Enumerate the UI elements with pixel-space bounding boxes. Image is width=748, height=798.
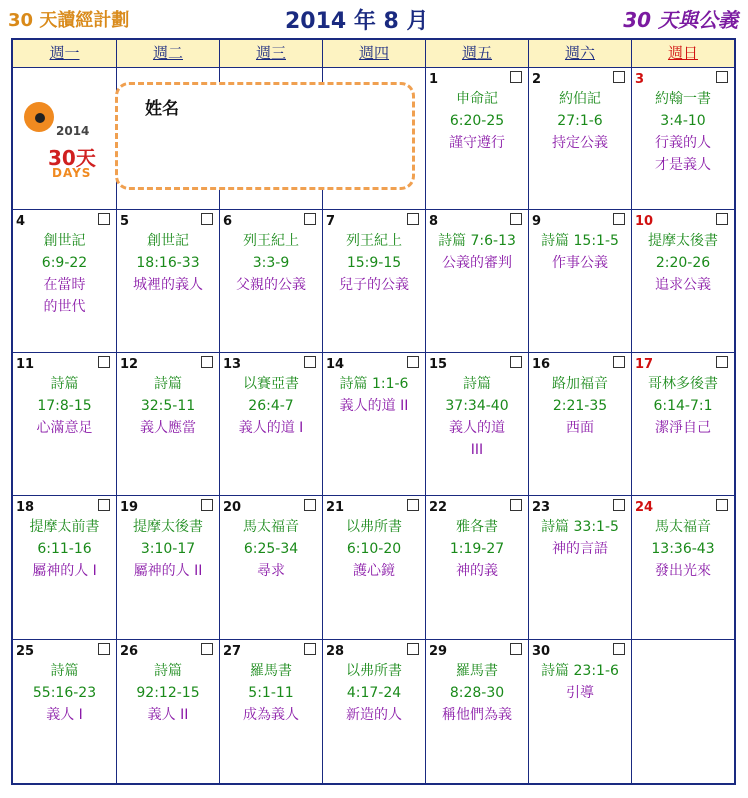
reading-theme: 西面 bbox=[566, 420, 594, 436]
reading-text bbox=[13, 230, 116, 318]
reading-theme: 父親的公義 bbox=[236, 277, 306, 293]
date-number: 19 bbox=[120, 500, 139, 515]
logo-days: DAYS bbox=[52, 166, 92, 180]
date-number: 6 bbox=[223, 214, 233, 229]
date-number: 28 bbox=[326, 644, 345, 659]
reading-theme: 屬神的人 II bbox=[133, 563, 203, 579]
reading-book: 路加福音 bbox=[552, 376, 608, 392]
reading-text bbox=[529, 516, 631, 560]
reading-text bbox=[426, 516, 528, 582]
reading-verse: 32:5-11 bbox=[140, 398, 196, 414]
weekday-5: 週五 bbox=[426, 40, 529, 67]
reading-theme: 兒子的公義 bbox=[339, 277, 409, 293]
date-number: 18 bbox=[16, 500, 35, 515]
reading-text bbox=[632, 516, 734, 582]
reading-verse: 15:9-15 bbox=[346, 255, 402, 271]
reading-book: 詩篇 bbox=[154, 663, 182, 679]
day-cell-25 bbox=[13, 640, 117, 783]
reading-theme: 神的言語 bbox=[552, 541, 608, 557]
reading-book: 詩篇 bbox=[154, 376, 182, 392]
done-checkbox[interactable] bbox=[613, 71, 625, 83]
reading-text bbox=[529, 660, 631, 704]
reading-book: 提摩太後書 bbox=[133, 519, 203, 535]
day-cell-2 bbox=[529, 68, 632, 210]
reading-verse: 6:10-20 bbox=[346, 541, 402, 557]
reading-theme: 義人 II bbox=[147, 707, 189, 723]
reading-theme: 成為義人 bbox=[243, 707, 299, 723]
reading-verse: 26:4-7 bbox=[248, 398, 294, 414]
reading-book: 詩篇 7:6-13 bbox=[438, 233, 516, 249]
reading-verse: 27:1-6 bbox=[557, 113, 603, 129]
reading-text bbox=[632, 230, 734, 296]
date-number: 2 bbox=[532, 72, 542, 87]
weekday-2: 週二 bbox=[117, 40, 220, 67]
reading-theme: 引導 bbox=[566, 685, 594, 701]
reading-theme: 屬神的人 I bbox=[32, 563, 97, 579]
date-number: 12 bbox=[120, 357, 139, 372]
reading-book: 申命記 bbox=[456, 91, 498, 107]
done-checkbox[interactable] bbox=[407, 213, 419, 225]
done-checkbox[interactable] bbox=[510, 499, 522, 511]
done-checkbox[interactable] bbox=[201, 356, 213, 368]
date-number: 3 bbox=[635, 72, 645, 87]
day-cell-30 bbox=[529, 640, 632, 783]
done-checkbox[interactable] bbox=[201, 213, 213, 225]
date-number: 20 bbox=[223, 500, 242, 515]
reading-verse: 6:14-7:1 bbox=[653, 398, 713, 414]
date-number: 4 bbox=[16, 214, 26, 229]
reading-theme: 義人應當 bbox=[140, 420, 196, 436]
reading-verse: 3:10-17 bbox=[140, 541, 196, 557]
reading-theme: 義人 I bbox=[46, 707, 83, 723]
reading-theme: 尋求 bbox=[257, 563, 285, 579]
reading-verse: 13:36-43 bbox=[651, 541, 715, 557]
reading-text bbox=[117, 373, 219, 439]
reading-book: 羅馬書 bbox=[456, 663, 498, 679]
weekday-7: 週日 bbox=[667, 44, 698, 62]
reading-text bbox=[13, 373, 116, 439]
reading-theme2: 的世代 bbox=[43, 299, 86, 315]
day-cell-18 bbox=[13, 496, 117, 640]
done-checkbox[interactable] bbox=[613, 213, 625, 225]
day-cell-20 bbox=[220, 496, 323, 640]
reading-text bbox=[13, 516, 116, 582]
date-number: 26 bbox=[120, 644, 139, 659]
reading-theme: 義人的道 I bbox=[238, 420, 304, 436]
date-number: 15 bbox=[429, 357, 448, 372]
reading-verse: 92:12-15 bbox=[136, 685, 200, 701]
day-cell-3 bbox=[632, 68, 734, 210]
date-number: 10 bbox=[635, 214, 654, 229]
weekday-6: 週六 bbox=[529, 40, 632, 67]
reading-theme: 持定公義 bbox=[552, 135, 608, 151]
reading-verse: 55:16-23 bbox=[32, 685, 97, 701]
reading-theme: 追求公義 bbox=[655, 277, 711, 293]
done-checkbox[interactable] bbox=[201, 499, 213, 511]
logo-year: 2014 bbox=[56, 124, 90, 138]
date-number: 22 bbox=[429, 500, 448, 515]
reading-theme: 發出光來 bbox=[655, 563, 711, 579]
reading-verse: 6:25-34 bbox=[243, 541, 299, 557]
reading-theme: 稱他們為義 bbox=[442, 707, 512, 723]
date-number: 30 bbox=[532, 644, 551, 659]
day-cell-23 bbox=[529, 496, 632, 640]
reading-text bbox=[323, 660, 425, 726]
reading-book: 創世記 bbox=[43, 233, 86, 249]
reading-book: 提摩太後書 bbox=[648, 233, 718, 249]
date-number: 5 bbox=[120, 214, 130, 229]
date-number: 21 bbox=[326, 500, 345, 515]
done-checkbox[interactable] bbox=[407, 499, 419, 511]
reading-book: 以弗所書 bbox=[346, 663, 402, 679]
reading-book: 哥林多後書 bbox=[648, 376, 718, 392]
done-checkbox[interactable] bbox=[716, 71, 728, 83]
day-cell-8 bbox=[426, 210, 529, 353]
reading-verse: 3:3-9 bbox=[252, 255, 290, 271]
reading-theme: 新造的人 bbox=[346, 707, 402, 723]
reading-theme: 在當時 bbox=[43, 277, 86, 293]
reading-book: 馬太福音 bbox=[655, 519, 711, 535]
done-checkbox[interactable] bbox=[304, 213, 316, 225]
logo bbox=[22, 98, 110, 186]
reading-theme: 心滿意足 bbox=[36, 420, 93, 436]
reading-theme: 義人的道 bbox=[449, 420, 505, 436]
reading-theme: 城裡的義人 bbox=[133, 277, 203, 293]
day-cell-27 bbox=[220, 640, 323, 783]
done-checkbox[interactable] bbox=[613, 356, 625, 368]
reading-verse: 6:11-16 bbox=[37, 541, 92, 557]
date-number: 16 bbox=[532, 357, 551, 372]
reading-text bbox=[426, 230, 528, 274]
done-checkbox[interactable] bbox=[613, 643, 625, 655]
reading-book: 馬太福音 bbox=[243, 519, 299, 535]
done-checkbox[interactable] bbox=[716, 499, 728, 511]
reading-verse: 6:9-22 bbox=[41, 255, 88, 271]
reading-verse: 37:34-40 bbox=[445, 398, 509, 414]
date-number: 7 bbox=[326, 214, 336, 229]
reading-text bbox=[323, 230, 425, 296]
reading-book: 詩篇 bbox=[50, 376, 79, 392]
day-cell-19 bbox=[117, 496, 220, 640]
reading-theme: 護心鏡 bbox=[353, 563, 395, 579]
reading-text bbox=[220, 660, 322, 726]
reading-verse: 17:8-15 bbox=[37, 398, 92, 414]
reading-theme: 神的義 bbox=[456, 563, 498, 579]
day-cell-13 bbox=[220, 353, 323, 496]
reading-verse: 5:1-11 bbox=[248, 685, 294, 701]
reading-text bbox=[529, 88, 631, 154]
reading-text bbox=[117, 660, 219, 726]
month-title: 2014 年 8 月 bbox=[285, 9, 429, 34]
reading-verse: 18:16-33 bbox=[136, 255, 200, 271]
date-number: 23 bbox=[532, 500, 551, 515]
done-checkbox[interactable] bbox=[510, 213, 522, 225]
weekday-header-row bbox=[13, 40, 734, 68]
reading-text bbox=[117, 516, 219, 582]
done-checkbox[interactable] bbox=[98, 213, 110, 225]
done-checkbox[interactable] bbox=[201, 643, 213, 655]
weekday-1: 週一 bbox=[13, 40, 117, 67]
weekday-4: 週四 bbox=[323, 40, 426, 67]
day-cell-9 bbox=[529, 210, 632, 353]
reading-verse: 2:20-26 bbox=[655, 255, 711, 271]
date-number: 25 bbox=[16, 644, 35, 659]
reading-book: 詩篇 23:1-6 bbox=[541, 663, 619, 679]
date-number: 9 bbox=[532, 214, 542, 229]
reading-book: 羅馬書 bbox=[250, 663, 292, 679]
done-checkbox[interactable] bbox=[304, 643, 316, 655]
day-cell-11 bbox=[13, 353, 117, 496]
day-cell-12 bbox=[117, 353, 220, 496]
reading-theme: 公義的審判 bbox=[442, 255, 512, 271]
reading-verse: 6:20-25 bbox=[449, 113, 505, 129]
reading-text bbox=[426, 373, 528, 461]
reading-text bbox=[220, 373, 322, 439]
done-checkbox[interactable] bbox=[613, 499, 625, 511]
reading-text bbox=[220, 230, 322, 296]
reading-book: 創世記 bbox=[147, 233, 189, 249]
done-checkbox[interactable] bbox=[98, 356, 110, 368]
reading-theme: 行義的人 bbox=[655, 135, 711, 151]
done-checkbox[interactable] bbox=[510, 71, 522, 83]
eye-icon bbox=[24, 102, 54, 132]
reading-verse: 8:28-30 bbox=[449, 685, 505, 701]
date-number: 1 bbox=[429, 72, 439, 87]
day-cell-1 bbox=[426, 68, 529, 210]
reading-text bbox=[529, 373, 631, 439]
reading-theme: 作事公義 bbox=[552, 255, 608, 271]
reading-book: 約翰一書 bbox=[655, 91, 711, 107]
date-number: 8 bbox=[429, 214, 439, 229]
date-number: 17 bbox=[635, 357, 654, 372]
reading-theme: 謹守遵行 bbox=[449, 135, 505, 151]
date-number: 27 bbox=[223, 644, 242, 659]
day-cell-5 bbox=[117, 210, 220, 353]
name-label: 姓名 bbox=[145, 99, 179, 119]
done-checkbox[interactable] bbox=[716, 213, 728, 225]
day-cell-26 bbox=[117, 640, 220, 783]
reading-book: 列王紀上 bbox=[346, 233, 402, 249]
date-number: 13 bbox=[223, 357, 242, 372]
done-checkbox[interactable] bbox=[304, 356, 316, 368]
reading-theme2: III bbox=[470, 442, 484, 458]
reading-text bbox=[13, 660, 116, 726]
day-cell-28 bbox=[323, 640, 426, 783]
day-cell-21 bbox=[323, 496, 426, 640]
done-checkbox[interactable] bbox=[304, 499, 316, 511]
reading-theme2: 才是義人 bbox=[655, 157, 711, 173]
reading-text bbox=[426, 660, 528, 726]
day-cell-22 bbox=[426, 496, 529, 640]
reading-book: 列王紀上 bbox=[243, 233, 299, 249]
day-cell-6 bbox=[220, 210, 323, 353]
day-cell-29 bbox=[426, 640, 529, 783]
reading-book: 詩篇 bbox=[50, 663, 79, 679]
done-checkbox[interactable] bbox=[98, 643, 110, 655]
reading-book: 以賽亞書 bbox=[243, 376, 299, 392]
reading-book: 約伯記 bbox=[559, 91, 601, 107]
date-number: 11 bbox=[16, 357, 35, 372]
reading-text bbox=[632, 88, 734, 176]
empty-cell bbox=[632, 640, 734, 783]
day-cell-16 bbox=[529, 353, 632, 496]
reading-book: 雅各書 bbox=[456, 519, 498, 535]
date-number: 24 bbox=[635, 500, 654, 515]
theme-title: 30 天與公義 bbox=[623, 8, 738, 32]
done-checkbox[interactable] bbox=[407, 356, 419, 368]
done-checkbox[interactable] bbox=[510, 356, 522, 368]
done-checkbox[interactable] bbox=[407, 643, 419, 655]
done-checkbox[interactable] bbox=[98, 499, 110, 511]
reading-verse: 3:4-10 bbox=[660, 113, 706, 129]
plan-title: 30 天讀經計劃 bbox=[8, 10, 130, 31]
reading-text bbox=[529, 230, 631, 274]
day-cell-15 bbox=[426, 353, 529, 496]
date-number: 29 bbox=[429, 644, 448, 659]
day-cell-10 bbox=[632, 210, 734, 353]
date-number: 14 bbox=[326, 357, 345, 372]
reading-theme: 潔淨自己 bbox=[655, 420, 711, 436]
reading-book: 詩篇 15:1-5 bbox=[541, 233, 619, 249]
done-checkbox[interactable] bbox=[716, 356, 728, 368]
day-cell-4 bbox=[13, 210, 117, 353]
reading-text bbox=[220, 516, 322, 582]
reading-book: 詩篇 33:1-5 bbox=[541, 519, 619, 535]
reading-book: 詩篇 bbox=[463, 376, 491, 392]
logo-30-days: 30天 bbox=[48, 146, 96, 170]
reading-verse: 2:21-35 bbox=[552, 398, 608, 414]
reading-text bbox=[632, 373, 734, 439]
reading-text bbox=[426, 88, 528, 154]
day-cell-17 bbox=[632, 353, 734, 496]
done-checkbox[interactable] bbox=[510, 643, 522, 655]
reading-text bbox=[323, 373, 425, 417]
reading-text bbox=[117, 230, 219, 296]
day-cell-14 bbox=[323, 353, 426, 496]
weekday-3: 週三 bbox=[220, 40, 323, 67]
day-cell-24 bbox=[632, 496, 734, 640]
day-cell-7 bbox=[323, 210, 426, 353]
reading-book: 提摩太前書 bbox=[29, 519, 100, 535]
reading-verse: 1:19-27 bbox=[449, 541, 505, 557]
reading-theme: 義人的道 II bbox=[339, 398, 409, 414]
reading-text bbox=[323, 516, 425, 582]
reading-verse: 4:17-24 bbox=[346, 685, 402, 701]
reading-book: 以弗所書 bbox=[346, 519, 402, 535]
reading-book: 詩篇 1:1-6 bbox=[339, 376, 409, 392]
